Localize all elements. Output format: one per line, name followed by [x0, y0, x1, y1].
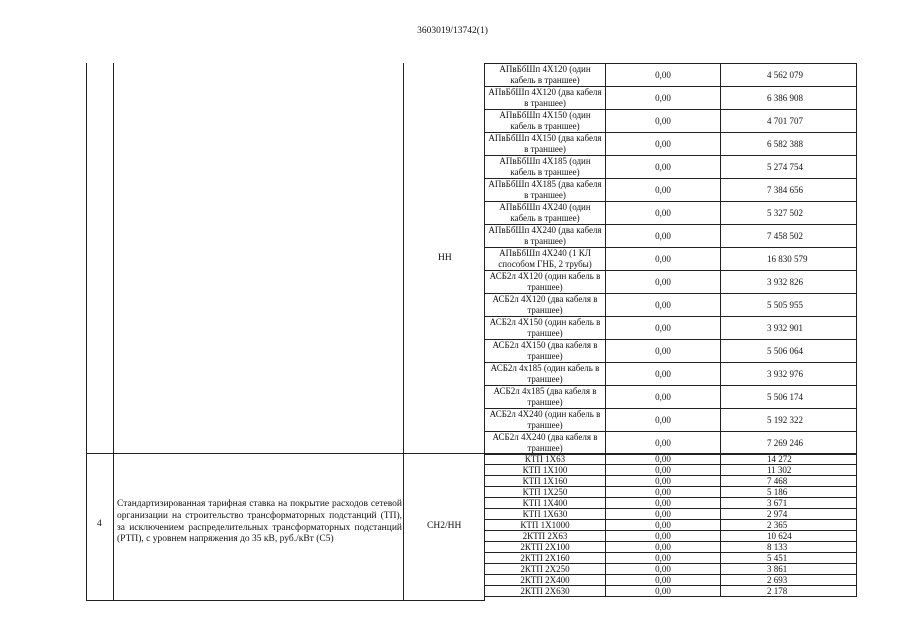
- section-b-voltage: СН2/НН: [427, 521, 462, 531]
- frame-line-num: [113, 63, 114, 601]
- row-value-1: 0,00: [606, 432, 721, 455]
- table-row: [485, 432, 857, 455]
- row-name: АСБ2л 4Х120 (один кабель в траншее): [485, 271, 606, 294]
- table-row: [485, 156, 857, 179]
- row-name: АПвБбШп 4Х150 (один кабель в траншее): [485, 110, 606, 133]
- table-row: [485, 509, 857, 520]
- section-b-description: Стандартизированная тарифная ставка на покрытие расходов сетевой организации на строительство трансформаторных подстанций (ТП), за исключением распределительных трансформаторных подстанций (РТП), с уровнем напряжения до 35 кВ, руб./кВт (С5): [117, 499, 402, 545]
- table-row: [485, 454, 857, 465]
- table-row: [485, 487, 857, 498]
- table-row: [485, 87, 857, 110]
- row-name: 2КТП 2Х63: [485, 531, 606, 542]
- row-value-2: 2 178: [721, 586, 857, 597]
- row-value-1: 0,00: [606, 476, 721, 487]
- row-value-2: 10 624: [721, 531, 857, 542]
- row-value-2: 3 932 826: [721, 271, 857, 294]
- cable-rates-table: [484, 63, 857, 455]
- row-value-2: 5 506 174: [721, 386, 857, 409]
- row-name: АСБ2л 4Х120 (два кабеля в траншее): [485, 294, 606, 317]
- table-row: [485, 225, 857, 248]
- frame-line-left: [86, 63, 87, 601]
- table-row: [485, 520, 857, 531]
- row-name: АПвБбШп 4Х240 (один кабель в траншее): [485, 202, 606, 225]
- row-name: АПвБбШп 4Х185 (один кабель в траншее): [485, 156, 606, 179]
- row-name: 2КТП 2Х250: [485, 564, 606, 575]
- row-value-2: 2 365: [721, 520, 857, 531]
- frame-line-bottom: [86, 600, 484, 601]
- row-value-1: 0,00: [606, 248, 721, 271]
- row-name: 2КТП 2Х100: [485, 542, 606, 553]
- row-value-2: 3 932 976: [721, 363, 857, 386]
- document-header-code: 3603019/13742(1): [417, 26, 488, 36]
- row-value-2: 6 386 908: [721, 87, 857, 110]
- row-value-2: 11 302: [721, 465, 857, 476]
- row-value-1: 0,00: [606, 553, 721, 564]
- row-value-1: 0,00: [606, 531, 721, 542]
- table-row: [485, 133, 857, 156]
- row-value-2: 8 133: [721, 542, 857, 553]
- row-value-1: 0,00: [606, 317, 721, 340]
- table-row: [485, 409, 857, 432]
- row-value-2: 7 468: [721, 476, 857, 487]
- row-name: КТП 1Х630: [485, 509, 606, 520]
- row-value-2: 2 974: [721, 509, 857, 520]
- row-name: АСБ2л 4х185 (два кабеля в траншее): [485, 386, 606, 409]
- row-value-2: 2 693: [721, 575, 857, 586]
- table-row: [485, 271, 857, 294]
- row-value-1: 0,00: [606, 498, 721, 509]
- table-row: [485, 202, 857, 225]
- row-value-1: 0,00: [606, 202, 721, 225]
- frame-line-desc: [403, 63, 404, 601]
- table-row: [485, 542, 857, 553]
- row-name: КТП 1Х400: [485, 498, 606, 509]
- row-value-1: 0,00: [606, 179, 721, 202]
- table-row: [485, 294, 857, 317]
- row-value-1: 0,00: [606, 294, 721, 317]
- row-name: АСБ2л 4х185 (один кабель в траншее): [485, 363, 606, 386]
- row-value-2: 7 269 246: [721, 432, 857, 455]
- table-row: [485, 317, 857, 340]
- row-value-1: 0,00: [606, 409, 721, 432]
- row-value-1: 0,00: [606, 133, 721, 156]
- row-name: 2КТП 2Х400: [485, 575, 606, 586]
- row-name: АПвБбШп 4Х185 (два кабеля в траншее): [485, 179, 606, 202]
- row-value-2: 7 384 656: [721, 179, 857, 202]
- table-row: [485, 179, 857, 202]
- row-value-1: 0,00: [606, 64, 721, 87]
- table-row: [485, 575, 857, 586]
- row-value-2: 3 671: [721, 498, 857, 509]
- row-value-2: 5 274 754: [721, 156, 857, 179]
- row-name: АСБ2л 4Х240 (два кабеля в траншее): [485, 432, 606, 455]
- row-name: КТП 1Х63: [485, 454, 606, 465]
- row-name: КТП 1Х100: [485, 465, 606, 476]
- row-value-2: 5 506 064: [721, 340, 857, 363]
- table-row: [485, 498, 857, 509]
- row-value-1: 0,00: [606, 454, 721, 465]
- row-name: АСБ2л 4Х240 (один кабель в траншее): [485, 409, 606, 432]
- table-row: [485, 476, 857, 487]
- row-value-1: 0,00: [606, 542, 721, 553]
- row-value-2: 4 701 707: [721, 110, 857, 133]
- row-value-1: 0,00: [606, 509, 721, 520]
- table-row: [485, 465, 857, 476]
- table-row: [485, 340, 857, 363]
- row-value-1: 0,00: [606, 363, 721, 386]
- row-value-2: 4 562 079: [721, 64, 857, 87]
- row-name: АПвБбШп 4Х240 (два кабеля в траншее): [485, 225, 606, 248]
- row-value-2: 5 186: [721, 487, 857, 498]
- table-row: [485, 564, 857, 575]
- row-value-2: 6 582 388: [721, 133, 857, 156]
- row-value-1: 0,00: [606, 110, 721, 133]
- row-value-1: 0,00: [606, 386, 721, 409]
- row-value-2: 14 272: [721, 454, 857, 465]
- row-value-1: 0,00: [606, 225, 721, 248]
- row-value-2: 3 932 901: [721, 317, 857, 340]
- table-row: [485, 553, 857, 564]
- table-row: [485, 110, 857, 133]
- row-name: КТП 1Х1000: [485, 520, 606, 531]
- row-value-2: 5 192 322: [721, 409, 857, 432]
- row-name: 2КТП 2Х630: [485, 586, 606, 597]
- row-value-2: 7 458 502: [721, 225, 857, 248]
- row-value-2: 16 830 579: [721, 248, 857, 271]
- row-value-1: 0,00: [606, 465, 721, 476]
- row-value-2: 5 451: [721, 553, 857, 564]
- section-b-number: 4: [97, 519, 102, 529]
- row-value-2: 5 505 955: [721, 294, 857, 317]
- row-name: АСБ2л 4Х150 (один кабель в траншее): [485, 317, 606, 340]
- table-row: [485, 386, 857, 409]
- row-value-1: 0,00: [606, 271, 721, 294]
- row-name: КТП 1Х250: [485, 487, 606, 498]
- row-name: АПвБбШп 4Х240 (1 КЛ способом ГНБ, 2 трубы): [485, 248, 606, 271]
- row-name: АПвБбШп 4Х150 (два кабеля в траншее): [485, 133, 606, 156]
- table-row: [485, 363, 857, 386]
- row-name: АПвБбШп 4Х120 (два кабеля в траншее): [485, 87, 606, 110]
- row-name: 2КТП 2Х160: [485, 553, 606, 564]
- row-value-1: 0,00: [606, 87, 721, 110]
- table-row: [485, 64, 857, 87]
- row-value-2: 5 327 502: [721, 202, 857, 225]
- table-row: [485, 586, 857, 597]
- section-a-voltage: НН: [438, 253, 452, 263]
- row-value-1: 0,00: [606, 156, 721, 179]
- row-value-1: 0,00: [606, 340, 721, 363]
- row-name: АСБ2л 4Х150 (два кабеля в траншее): [485, 340, 606, 363]
- substation-rates-table: [484, 453, 857, 597]
- row-value-1: 0,00: [606, 586, 721, 597]
- table-row: [485, 531, 857, 542]
- table-row: [485, 248, 857, 271]
- frame-line-section-divider: [86, 453, 484, 454]
- row-value-1: 0,00: [606, 564, 721, 575]
- row-value-1: 0,00: [606, 575, 721, 586]
- row-name: КТП 1Х160: [485, 476, 606, 487]
- row-value-1: 0,00: [606, 487, 721, 498]
- row-value-1: 0,00: [606, 520, 721, 531]
- row-name: АПвБбШп 4Х120 (один кабель в траншее): [485, 64, 606, 87]
- row-value-2: 3 861: [721, 564, 857, 575]
